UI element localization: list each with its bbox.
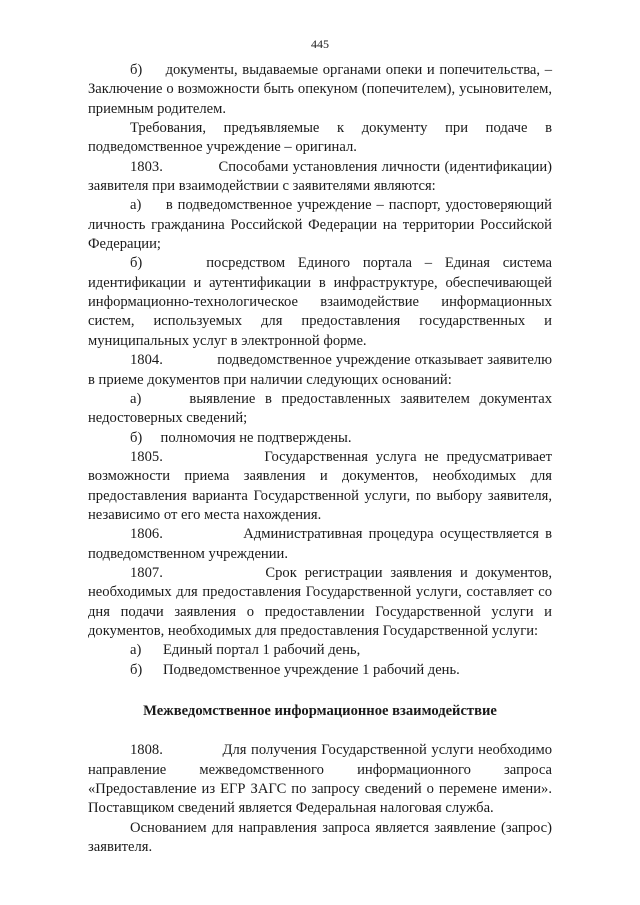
paragraph-1804: 1804. подведомственное учреждение отказывает заявителю в приеме документов при наличии следующих оснований: xyxy=(88,352,552,388)
document-body xyxy=(88,61,552,857)
list-item-text: Подведомственное учреждение 1 рабочий день. xyxy=(163,661,460,678)
paragraph-requirements: Требования, предъявляемые к документу при подаче в подведомственное учреждение – оригинал. xyxy=(88,120,552,156)
list-item-label: а) xyxy=(130,642,142,659)
section-heading: Межведомственное информационное взаимодействие xyxy=(143,703,497,719)
paragraph-basis: Основанием для направления запроса является заявление (запрос) заявителя. xyxy=(88,819,552,856)
paragraph-1808: 1808. Для получения Государственной услуги необходимо направление межведомственного информационного запроса «Предоставление из ЕГР ЗАГС по запросу сведений о перемене имени». Поставщиком сведений является Федеральная налоговая служба. xyxy=(88,742,552,817)
paragraph-1805: 1805. Государственная услуга не предусматривает возможности приема заявления и документов, необходимых для предоставления варианта Государственной услуги, по выбору заявителя, независимо от его места нахождения. xyxy=(88,448,552,523)
paragraph-1806: 1806. Административная процедура осуществляется в подведомственном учреждении. xyxy=(88,526,552,562)
paragraph-1804-b: б) полномочия не подтверждены. xyxy=(130,429,352,446)
paragraph-1804-a: а) выявление в предоставленных заявителем документах недостоверных сведений; xyxy=(88,390,552,427)
paragraph-1803: 1803. Способами установления личности (идентификации) заявителя при взаимодействии с заявителями являются: xyxy=(88,158,552,195)
list-item-label: б) xyxy=(130,661,143,678)
paragraph-1803-a: а) в подведомственное учреждение – паспорт, удостоверяющий личность гражданина Российской Федерации на территории Российской Федерации; xyxy=(88,197,552,253)
paragraph-1807: 1807. Срок регистрации заявления и документов, необходимых для предоставления Государственной услуги, составляет со дня подачи заявления о предоставлении Государственной услуги и документов, необходимых для предоставления Государственной услуги: xyxy=(88,564,552,639)
paragraph-b-opeka: б) документы, выдаваемые органами опеки и попечительства, – Заключение о возможности быть опекуном (попечителем), усыновителем, приемным родителем. xyxy=(88,62,552,117)
list-item-text: Единый портал 1 рабочий день, xyxy=(163,642,361,659)
paragraph-1803-b: б) посредством Единого портала – Единая система идентификации и аутентификации в инфраструктуре, обеспечивающей информационно-технологическое взаимодействие информационных систем, используемых для предоставления государственных и муниципальных услуг в электронной форме. xyxy=(88,255,552,349)
page-number: 445 xyxy=(311,37,329,51)
list-item-institution xyxy=(88,661,552,680)
list-item-portal xyxy=(88,641,552,660)
